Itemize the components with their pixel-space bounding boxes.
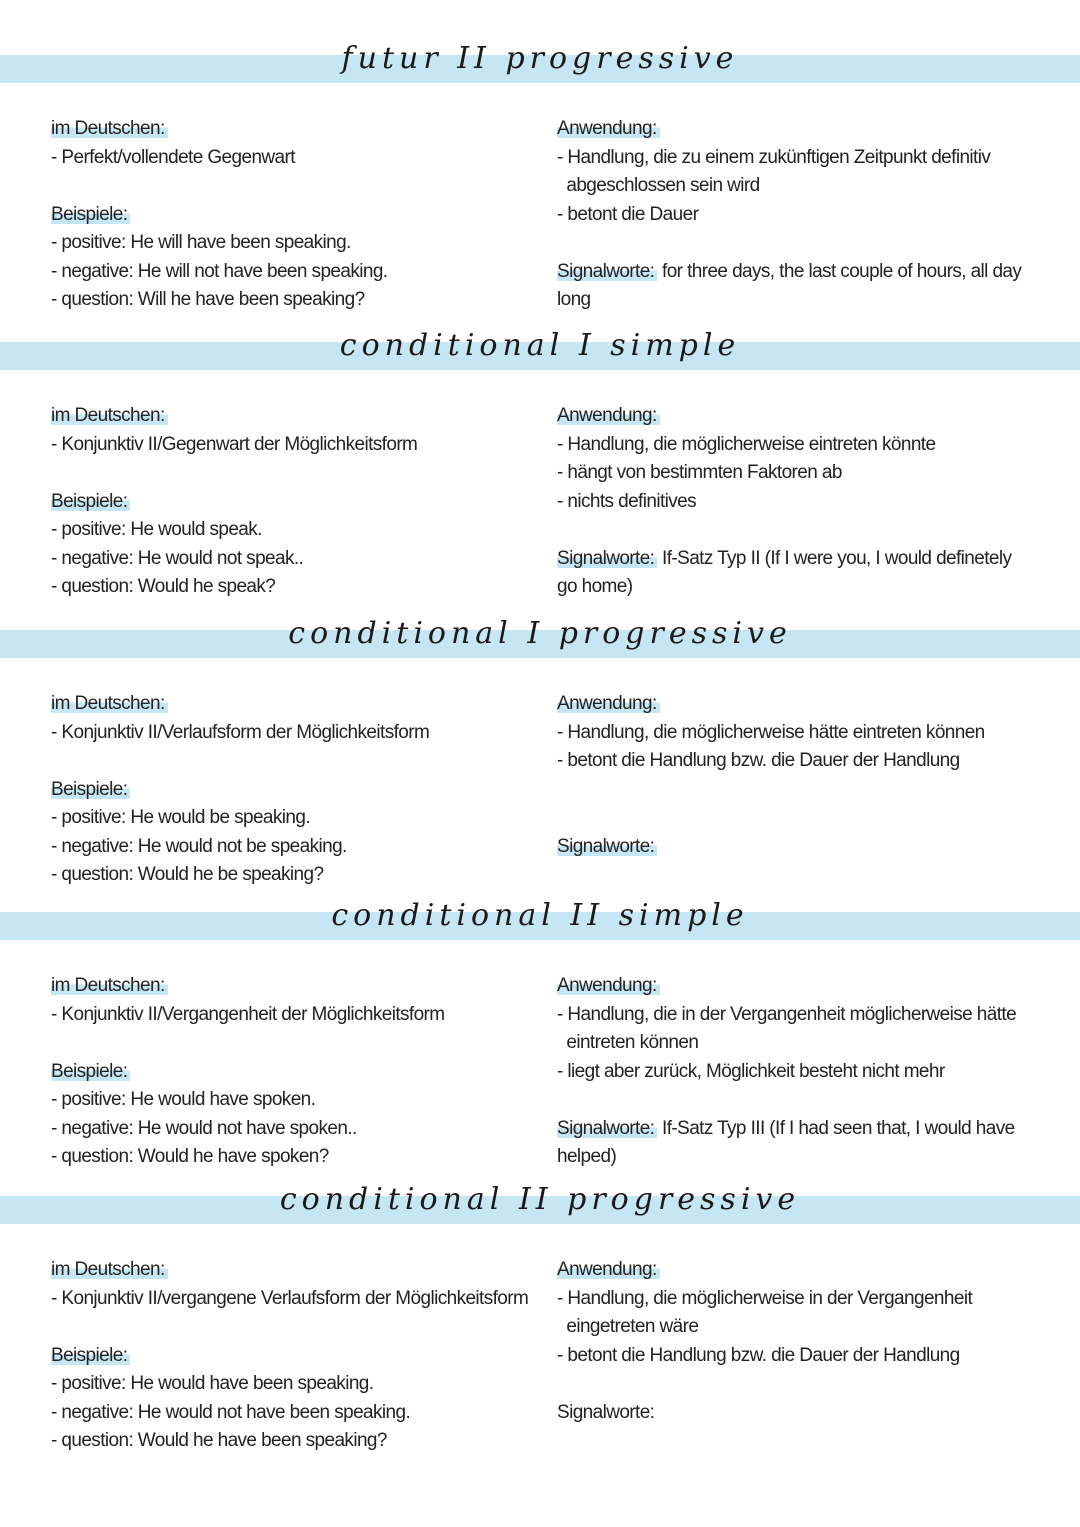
signal-words-continued: helped): [557, 1146, 617, 1167]
usage-item: abgeschlossen sein wird: [557, 175, 760, 196]
left-column: [51, 1256, 531, 1456]
usage-item: eintreten können: [557, 1032, 699, 1053]
left-column: [51, 402, 531, 602]
tense-section: [0, 616, 1080, 917]
signal-words-heading: Signalworte:: [557, 1118, 657, 1139]
german-heading: im Deutschen:: [51, 405, 168, 426]
usage-item: - liegt aber zurück, Möglichkeit besteht nicht mehr: [557, 1060, 945, 1082]
left-column: [51, 972, 531, 1172]
tense-section: [0, 1182, 1080, 1483]
right-column: [557, 1256, 1037, 1456]
examples-heading: Beispiele:: [51, 1345, 130, 1366]
usage-item: - nichts definitives: [557, 490, 697, 512]
example-item: - question: Would he have spoken?: [51, 1146, 329, 1167]
example-item: - question: Would he be speaking?: [51, 864, 324, 885]
usage-item: - betont die Handlung bzw. die Dauer der Handlung: [557, 1344, 960, 1366]
usage-item: - betont die Dauer: [557, 203, 699, 225]
section-title: futur II progressive: [341, 41, 739, 76]
usage-item: - Handlung, die möglicherweise hätte eintreten können: [557, 721, 985, 743]
tense-section: [0, 328, 1080, 629]
section-title: conditional II progressive: [279, 1182, 801, 1217]
german-equivalent: - Konjunktiv II/Vergangenheit der Möglichkeitsform: [51, 1003, 445, 1025]
usage-heading: Anwendung:: [557, 693, 660, 714]
example-item: - question: Would he speak?: [51, 576, 276, 597]
example-item: - question: Will he have been speaking?: [51, 289, 365, 310]
german-equivalent: - Konjunktiv II/vergangene Verlaufsform der Möglichkeitsform: [51, 1287, 529, 1309]
left-column: [51, 690, 531, 890]
usage-item: - Handlung, die möglicherweise in der Vergangenheit: [557, 1287, 973, 1309]
usage-item: eingetreten wäre: [557, 1316, 699, 1337]
left-column: [51, 115, 531, 315]
right-column: [557, 115, 1037, 315]
german-heading: im Deutschen:: [51, 693, 168, 714]
example-item: - positive: He would have been speaking.: [51, 1373, 374, 1394]
german-equivalent: - Perfekt/vollendete Gegenwart: [51, 146, 295, 168]
signal-words-continued: go home): [557, 576, 633, 597]
signal-words-heading: Signalworte:: [557, 261, 657, 282]
right-column: [557, 690, 1037, 890]
example-item: - negative: He will not have been speaking.: [51, 260, 388, 282]
examples-heading: Beispiele:: [51, 1061, 130, 1082]
signal-words-continued: long: [557, 289, 591, 310]
signal-words-continued: [557, 1427, 1037, 1456]
signal-words-heading: Signalworte:: [557, 1401, 655, 1423]
example-item: - positive: He would be speaking.: [51, 807, 311, 828]
right-column: [557, 402, 1037, 602]
usage-item: - Handlung, die zu einem zukünftigen Zeitpunkt definitiv: [557, 146, 991, 168]
example-item: - negative: He would not speak..: [51, 547, 304, 569]
german-equivalent: - Konjunktiv II/Gegenwart der Möglichkeitsform: [51, 433, 418, 455]
examples-heading: Beispiele:: [51, 204, 130, 225]
section-title: conditional I simple: [339, 328, 741, 363]
example-item: - negative: He would not have been speaking.: [51, 1401, 411, 1423]
example-item: - negative: He would not be speaking.: [51, 835, 347, 857]
signal-words-continued: [557, 861, 1037, 890]
signal-words-heading: Signalworte:: [557, 548, 657, 569]
signal-words: for three days, the last couple of hours, all day: [657, 260, 1022, 282]
usage-heading: Anwendung:: [557, 975, 660, 996]
usage-item: [557, 776, 1037, 805]
usage-item: - betont die Handlung bzw. die Dauer der Handlung: [557, 750, 960, 771]
german-heading: im Deutschen:: [51, 118, 168, 139]
examples-heading: Beispiele:: [51, 779, 130, 800]
signal-words-heading: Signalworte:: [557, 836, 657, 857]
example-item: - positive: He will have been speaking.: [51, 232, 351, 253]
german-heading: im Deutschen:: [51, 975, 168, 996]
signal-words: If-Satz Typ III (If I had seen that, I would have: [657, 1117, 1015, 1139]
example-item: - question: Would he have been speaking?: [51, 1430, 387, 1451]
german-heading: im Deutschen:: [51, 1259, 168, 1280]
right-column: [557, 972, 1037, 1172]
usage-heading: Anwendung:: [557, 1259, 660, 1280]
example-item: - positive: He would speak.: [51, 519, 262, 540]
example-item: - negative: He would not have spoken..: [51, 1117, 357, 1139]
tense-section: [0, 41, 1080, 342]
usage-heading: Anwendung:: [557, 118, 660, 139]
usage-item: - Handlung, die in der Vergangenheit möglicherweise hätte: [557, 1003, 1017, 1025]
section-title: conditional I progressive: [288, 616, 792, 651]
german-equivalent: - Konjunktiv II/Verlaufsform der Möglichkeitsform: [51, 721, 430, 743]
examples-heading: Beispiele:: [51, 491, 130, 512]
example-item: - positive: He would have spoken.: [51, 1089, 316, 1110]
section-title: conditional II simple: [331, 898, 749, 933]
usage-heading: Anwendung:: [557, 405, 660, 426]
tense-section: [0, 898, 1080, 1199]
usage-item: - hängt von bestimmten Faktoren ab: [557, 462, 842, 483]
usage-item: - Handlung, die möglicherweise eintreten könnte: [557, 433, 936, 455]
signal-words: If-Satz Typ II (If I were you, I would definetely: [657, 547, 1012, 569]
